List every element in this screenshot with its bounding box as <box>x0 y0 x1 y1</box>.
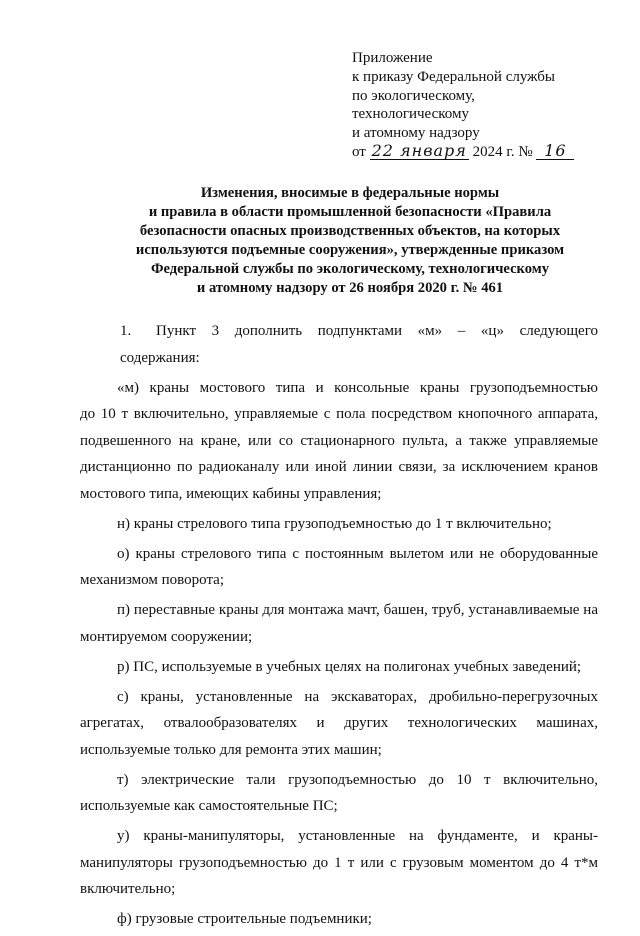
text-line: механизмом поворота; <box>80 572 225 588</box>
subitem-r <box>80 654 598 681</box>
text-line: мостового типа, имеющих кабины управления; <box>80 485 382 502</box>
text-line: манипуляторы грузоподъемностью до 1 т или с грузовым моментом до 4 т*м <box>80 854 598 871</box>
title-line: и правила в области промышленной безопасности «Правила <box>148 203 552 220</box>
appendix-header <box>352 49 574 162</box>
text-line: н) краны стрелового типа грузоподъемностью до 1 т включительно; <box>117 515 552 532</box>
subitem-o <box>80 541 598 594</box>
text-line: ф) грузовые строительные подъемники; <box>117 911 372 927</box>
appendix-date-line <box>352 140 574 162</box>
text-line: у) краны-манипуляторы, установленные на фундаменте, и краны- <box>117 828 598 844</box>
appendix-line: и атомному надзору <box>352 125 480 142</box>
title-line: и атомному надзору от 26 ноября 2020 г. № 461 <box>196 279 504 296</box>
item-text: Пункт 3 дополнить подпунктами «м» – «ц» следующего содержания: <box>120 323 598 366</box>
text-line: до 10 т включительно, управляемые с пола посредством кнопочного аппарата, <box>80 406 598 422</box>
appendix-line: по экологическому, <box>352 87 475 104</box>
appendix-line: технологическому <box>352 106 469 123</box>
text-line: монтируемом сооружении; <box>80 628 253 645</box>
subitem-f <box>80 906 598 933</box>
text-line: дистанционно по радиоканалу или иной линии связи, за исключением кранов <box>80 459 598 475</box>
text-line: агрегатах, отвалообразователях и других технологических машинах, <box>80 715 598 731</box>
item-number: 1. <box>120 323 132 339</box>
document-title <box>80 184 620 297</box>
title-line: используются подъемные сооружения», утвержденные приказом <box>135 241 565 258</box>
text-line: включительно; <box>80 881 176 897</box>
text-line: подвешенного на кране, или со стационарного пульта, а также управляемые <box>80 432 598 449</box>
item-1 <box>80 318 598 371</box>
title-line: безопасности опасных производственных объектов, на которых <box>139 222 561 239</box>
text-line: о) краны стрелового типа с постоянным вылетом или не оборудованные <box>117 545 598 562</box>
subitem-p <box>80 597 598 650</box>
text-line: используемые только для ремонта этих машин; <box>80 741 382 758</box>
appendix-line: к приказу Федеральной службы <box>352 68 556 85</box>
text-line: р) ПС, используемые в учебных целях на полигонах учебных заведений; <box>117 658 582 675</box>
subitem-u <box>80 823 598 903</box>
subitem-n <box>80 511 598 538</box>
subitem-t <box>80 767 598 820</box>
document-body <box>80 318 598 936</box>
title-line: Федеральной службы по экологическому, технологическому <box>150 260 550 277</box>
year-label: 2024 г. № <box>472 143 533 160</box>
subitem-m <box>80 375 598 508</box>
from-label: от <box>352 143 366 160</box>
text-line: п) переставные краны для монтажа мачт, башен, труб, устанавливаемые на <box>117 602 598 618</box>
subitem-s <box>80 684 598 764</box>
handwritten-number: 16 <box>536 143 574 160</box>
text-line: «м) краны мостового типа и консольные краны грузоподъемностью <box>117 379 598 396</box>
text-line: с) краны, установленные на экскаваторах, дробильно-перегрузочных <box>117 688 598 705</box>
text-line: используемые как самостоятельные ПС; <box>80 798 338 814</box>
handwritten-date: 22 января <box>371 140 467 160</box>
appendix-line: Приложение <box>352 50 433 66</box>
text-line: т) электрические тали грузоподъемностью до 10 т включительно, <box>117 771 598 788</box>
title-line: Изменения, вносимые в федеральные нормы <box>200 185 500 201</box>
